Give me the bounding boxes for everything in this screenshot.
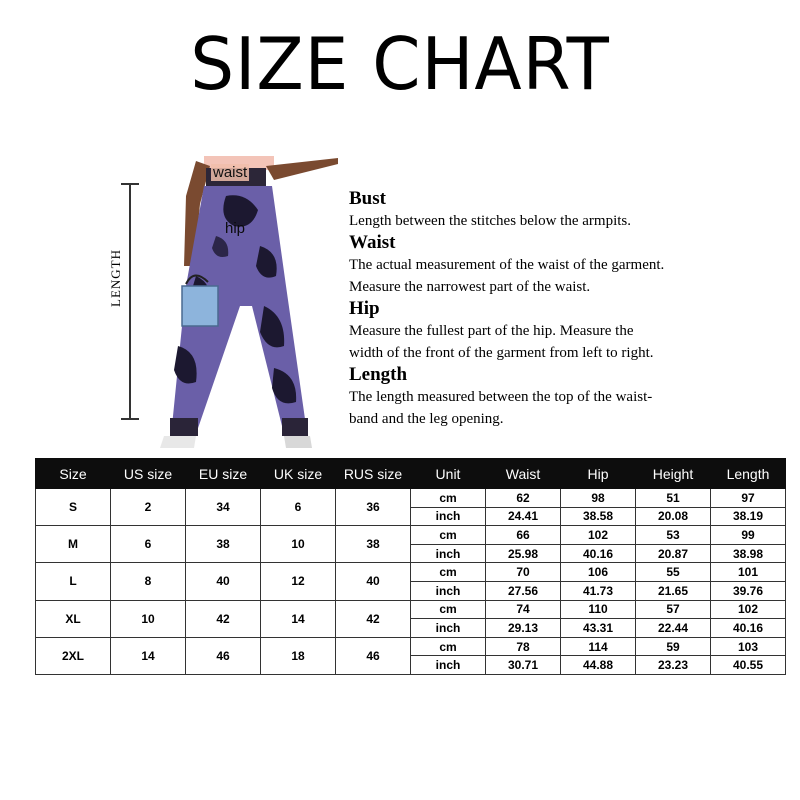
desc-line: Measure the fullest part of the hip. Measure the bbox=[349, 323, 634, 339]
desc-heading: Length bbox=[349, 364, 408, 385]
hip-cell: 44.88 bbox=[561, 656, 636, 675]
waist-cell: 70 bbox=[486, 563, 561, 582]
length-cell: 99 bbox=[711, 526, 786, 545]
length-cell: 38.19 bbox=[711, 507, 786, 526]
uk-size-cell: 14 bbox=[261, 600, 336, 637]
length-cell: 101 bbox=[711, 563, 786, 582]
length-cell: 103 bbox=[711, 637, 786, 656]
desc-heading: Bust bbox=[349, 188, 386, 209]
unit-cell: inch bbox=[411, 544, 486, 563]
rus-size-cell: 36 bbox=[336, 489, 411, 526]
column-header: EU size bbox=[186, 459, 261, 489]
height-cell: 20.87 bbox=[636, 544, 711, 563]
uk-size-cell: 6 bbox=[261, 489, 336, 526]
hip-cell: 41.73 bbox=[561, 581, 636, 600]
hip-cell: 106 bbox=[561, 563, 636, 582]
unit-cell: inch bbox=[411, 656, 486, 675]
waist-cell: 30.71 bbox=[486, 656, 561, 675]
length-bottom-cap bbox=[121, 418, 139, 420]
unit-cell: inch bbox=[411, 507, 486, 526]
eu-size-cell: 42 bbox=[186, 600, 261, 637]
unit-cell: cm bbox=[411, 600, 486, 619]
waist-cell: 25.98 bbox=[486, 544, 561, 563]
column-header: Length bbox=[711, 459, 786, 489]
hip-cell: 114 bbox=[561, 637, 636, 656]
table-row bbox=[36, 563, 786, 582]
height-cell: 55 bbox=[636, 563, 711, 582]
size-cell: 2XL bbox=[36, 637, 111, 674]
eu-size-cell: 38 bbox=[186, 526, 261, 563]
eu-size-cell: 34 bbox=[186, 489, 261, 526]
hip-cell: 38.58 bbox=[561, 507, 636, 526]
unit-cell: cm bbox=[411, 489, 486, 508]
us-size-cell: 10 bbox=[111, 600, 186, 637]
size-table bbox=[35, 458, 786, 675]
us-size-cell: 6 bbox=[111, 526, 186, 563]
measurement-descriptions bbox=[349, 188, 789, 430]
waist-tag: waist bbox=[213, 164, 248, 181]
hip-tag: hip bbox=[225, 220, 246, 237]
hip-cell: 110 bbox=[561, 600, 636, 619]
size-cell: L bbox=[36, 563, 111, 600]
length-line bbox=[129, 184, 131, 419]
waist-cell: 29.13 bbox=[486, 619, 561, 638]
column-header: Hip bbox=[561, 459, 636, 489]
desc-line: width of the front of the garment from left to right. bbox=[349, 345, 654, 361]
desc-bust bbox=[349, 188, 789, 232]
desc-line: Measure the narrowest part of the waist. bbox=[349, 279, 591, 295]
length-cell: 38.98 bbox=[711, 544, 786, 563]
hip-cell: 40.16 bbox=[561, 544, 636, 563]
table-row bbox=[36, 600, 786, 619]
eu-size-cell: 40 bbox=[186, 563, 261, 600]
waist-cell: 78 bbox=[486, 637, 561, 656]
size-cell: XL bbox=[36, 600, 111, 637]
us-size-cell: 2 bbox=[111, 489, 186, 526]
waist-cell: 74 bbox=[486, 600, 561, 619]
desc-heading: Hip bbox=[349, 298, 380, 319]
height-cell: 53 bbox=[636, 526, 711, 545]
length-label: LENGTH bbox=[108, 249, 123, 307]
height-cell: 23.23 bbox=[636, 656, 711, 675]
desc-heading: Waist bbox=[349, 232, 396, 253]
column-header: Unit bbox=[411, 459, 486, 489]
height-cell: 20.08 bbox=[636, 507, 711, 526]
product-model-image bbox=[156, 156, 344, 454]
height-cell: 22.44 bbox=[636, 619, 711, 638]
height-cell: 51 bbox=[636, 489, 711, 508]
uk-size-cell: 18 bbox=[261, 637, 336, 674]
eu-size-cell: 46 bbox=[186, 637, 261, 674]
column-header: UK size bbox=[261, 459, 336, 489]
unit-cell: cm bbox=[411, 526, 486, 545]
length-cell: 39.76 bbox=[711, 581, 786, 600]
height-cell: 21.65 bbox=[636, 581, 711, 600]
desc-line: The length measured between the top of the waist- bbox=[349, 389, 653, 405]
column-header: Size bbox=[36, 459, 111, 489]
height-cell: 57 bbox=[636, 600, 711, 619]
rus-size-cell: 38 bbox=[336, 526, 411, 563]
size-cell: S bbox=[36, 489, 111, 526]
desc-waist bbox=[349, 232, 789, 298]
table-row bbox=[36, 489, 786, 508]
page-title: SIZE CHART bbox=[190, 22, 610, 106]
desc-line: The actual measurement of the waist of the garment. bbox=[349, 257, 665, 273]
unit-cell: cm bbox=[411, 637, 486, 656]
us-size-cell: 14 bbox=[111, 637, 186, 674]
waist-cell: 24.41 bbox=[486, 507, 561, 526]
unit-cell: cm bbox=[411, 563, 486, 582]
hip-cell: 98 bbox=[561, 489, 636, 508]
table-row bbox=[36, 526, 786, 545]
rus-size-cell: 40 bbox=[336, 563, 411, 600]
table-row bbox=[36, 637, 786, 656]
length-cell: 40.16 bbox=[711, 619, 786, 638]
desc-length bbox=[349, 364, 789, 430]
height-cell: 59 bbox=[636, 637, 711, 656]
column-header: Waist bbox=[486, 459, 561, 489]
desc-line: Length between the stitches below the armpits. bbox=[349, 213, 632, 229]
desc-line: band and the leg opening. bbox=[349, 411, 504, 427]
table-header-row bbox=[36, 459, 786, 489]
waist-cell: 27.56 bbox=[486, 581, 561, 600]
length-cell: 97 bbox=[711, 489, 786, 508]
waist-cell: 66 bbox=[486, 526, 561, 545]
unit-cell: inch bbox=[411, 581, 486, 600]
unit-cell: inch bbox=[411, 619, 486, 638]
hip-cell: 43.31 bbox=[561, 619, 636, 638]
rus-size-cell: 42 bbox=[336, 600, 411, 637]
uk-size-cell: 10 bbox=[261, 526, 336, 563]
uk-size-cell: 12 bbox=[261, 563, 336, 600]
rus-size-cell: 46 bbox=[336, 637, 411, 674]
size-cell: M bbox=[36, 526, 111, 563]
column-header: Height bbox=[636, 459, 711, 489]
hip-cell: 102 bbox=[561, 526, 636, 545]
length-cell: 102 bbox=[711, 600, 786, 619]
column-header: RUS size bbox=[336, 459, 411, 489]
us-size-cell: 8 bbox=[111, 563, 186, 600]
desc-hip bbox=[349, 298, 789, 364]
length-cell: 40.55 bbox=[711, 656, 786, 675]
column-header: US size bbox=[111, 459, 186, 489]
waist-cell: 62 bbox=[486, 489, 561, 508]
